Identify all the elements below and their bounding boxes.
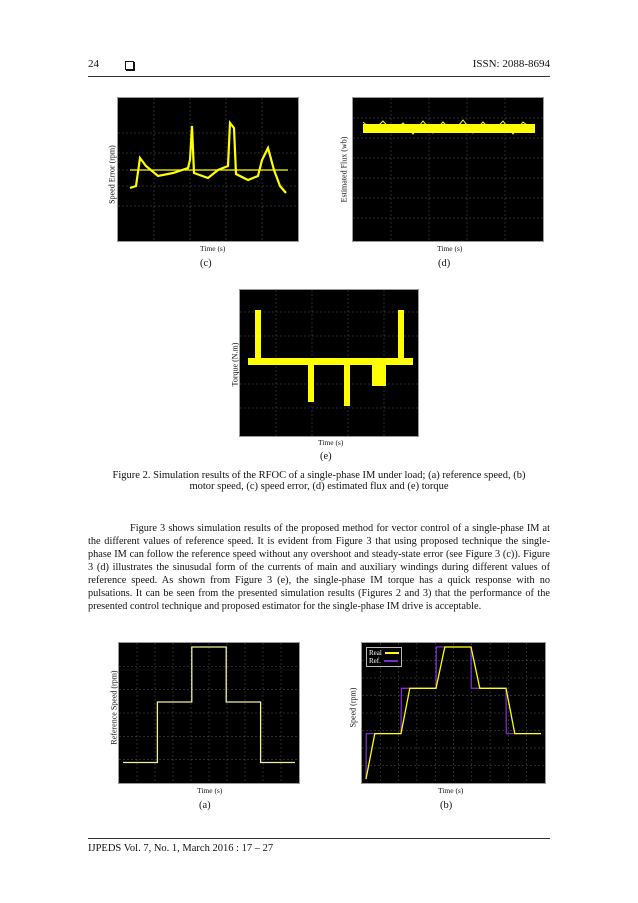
fig3b-ylabel: Speed (rpm)	[348, 687, 358, 728]
header-rule	[88, 76, 550, 77]
fig2d-xlabel: Time (s)	[437, 244, 463, 253]
fig2c-plot	[117, 97, 299, 242]
fig2c-ylabel: Speed Error (rpm)	[107, 145, 117, 204]
fig2e-label: (e)	[320, 451, 332, 462]
fig2d-label: (d)	[438, 258, 451, 269]
fig3a-label: (a)	[199, 800, 211, 811]
fig3a-ylabel: Reference Speed (rpm)	[109, 670, 119, 745]
fig3a-plot	[118, 642, 300, 784]
fig2c-xlabel: Time (s)	[200, 244, 226, 253]
figure2-caption: Figure 2. Simulation results of the RFOC of a single-phase IM under load; (a) reference speed, (b) motor speed, (c) speed error, (d) estimated flux and (e) torque	[112, 470, 526, 492]
fig3b-plot	[361, 642, 546, 784]
body-paragraph-text: Figure 3 shows simulation results of the proposed method for vector control of a single-phase IM at the different values of reference speed. It is evident from Figure 3 that using proposed technique the single-phase IM can follow the reference speed without any overshoot and steady-state error (see Figure 3 (c)). Figure 3 (d) illustrates the sinusudal form of the currents of main and auxiliary windings during different values of reference speed. As shown from Figure 3 (e), the single-phase IM torque has a quick response with no pulsations. It can be seen from the presented simulation results (Figures 2 and 3) that the performance of the presented control technique and proposed estimator for the single-phase IM drive is acceptable.	[88, 523, 550, 612]
footer-rule	[88, 838, 550, 839]
page-number: 24	[88, 58, 99, 70]
fig2e-plot	[239, 289, 419, 437]
body-paragraph	[88, 522, 550, 613]
legend-entry-real: Real	[369, 649, 399, 657]
legend-entry-ref: Ref.	[369, 657, 399, 665]
fig2c-label: (c)	[200, 258, 212, 269]
fig2d-ylabel: Estimated Flux (wb)	[339, 136, 349, 203]
fig2e-ylabel: Torque (N.m)	[230, 342, 240, 387]
fig3b-xlabel: Time (s)	[438, 786, 464, 795]
fig3a-xlabel: Time (s)	[197, 786, 223, 795]
fig3b-label: (b)	[440, 800, 453, 811]
checkbox-icon	[125, 61, 134, 70]
fig2d-plot	[352, 97, 544, 242]
fig3b-legend	[366, 647, 402, 667]
fig2e-xlabel: Time (s)	[318, 438, 344, 447]
journal-issn: ISSN: 2088-8694	[472, 58, 550, 70]
journal-citation: IJPEDS Vol. 7, No. 1, March 2016 : 17 – 27	[88, 843, 274, 854]
